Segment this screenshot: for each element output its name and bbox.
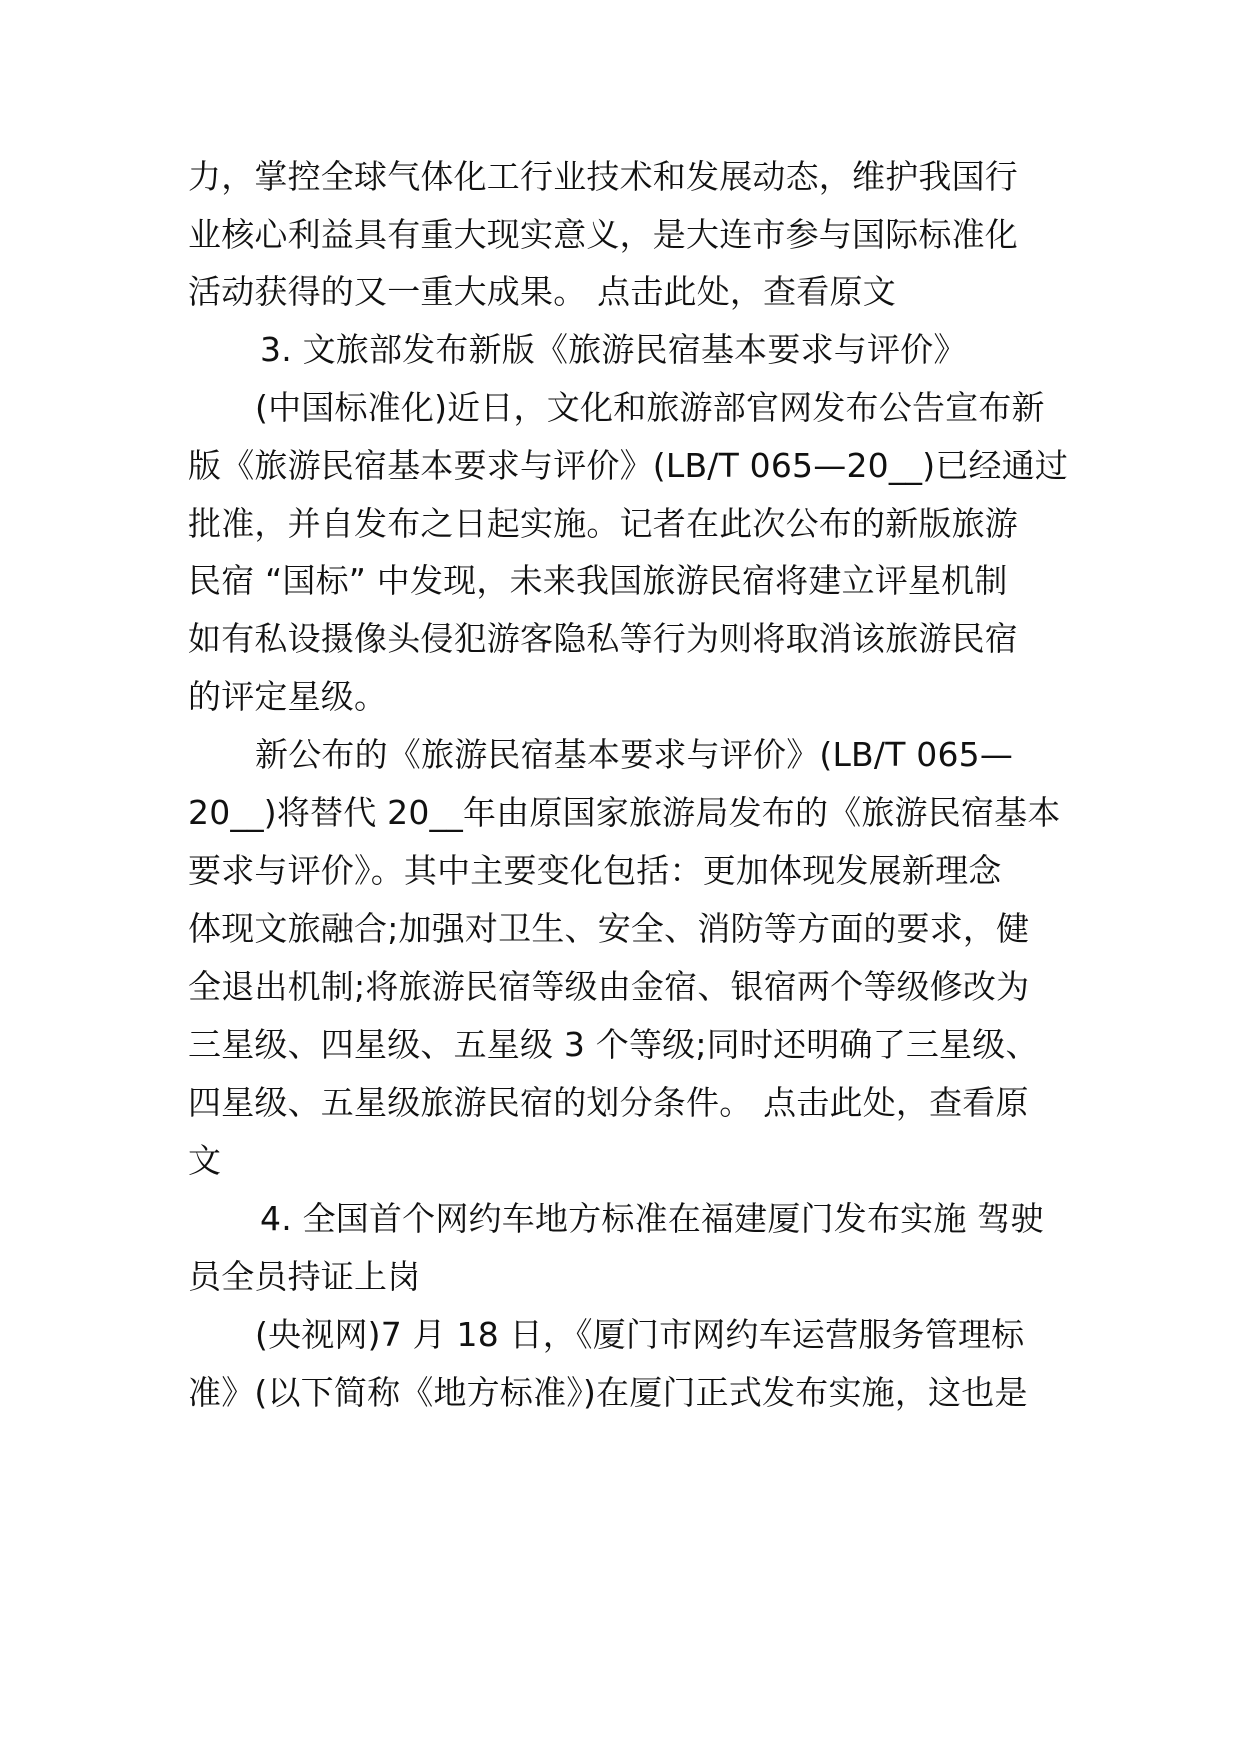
text-line: 体现文旅融合;加强对卫生、安全、消防等方面的要求，健 [188, 909, 1030, 948]
section-heading: 3. 文旅部发布新版《旅游民宿基本要求与评价》 [260, 330, 967, 369]
text-line: 三星级、四星级、五星级 3 个等级;同时还明确了三星级、 [188, 1025, 1039, 1064]
text-line: 民宿 “国标” 中发现，未来我国旅游民宿将建立评星机制 [188, 561, 1008, 600]
section-heading: 4. 全国首个网约车地方标准在福建厦门发布实施 驾驶 [260, 1199, 1044, 1238]
text-line: 版《旅游民宿基本要求与评价》(LB/T 065—20__)已经通过 [188, 446, 1069, 485]
text-line: 文 [188, 1141, 222, 1180]
text-line: 四星级、五星级旅游民宿的划分条件。 点击此处，查看原 [188, 1083, 1029, 1122]
text-line: 业核心利益具有重大现实意义，是大连市参与国际标准化 [188, 215, 1018, 254]
text-line: 20__)将替代 20__年由原国家旅游局发布的《旅游民宿基本 [188, 793, 1061, 832]
text-line: (中国标准化)近日，文化和旅游部官网发布公告宣布新 [255, 388, 1045, 427]
text-line: 要求与评价》。其中主要变化包括：更加体现发展新理念 [188, 851, 1002, 890]
text-line: 准》(以下简称《地方标准》)在厦门正式发布实施，这也是 [188, 1373, 1028, 1412]
text-line: 如有私设摄像头侵犯游客隐私等行为则将取消该旅游民宿 [188, 619, 1018, 658]
text-line: 力，掌控全球气体化工行业技术和发展动态，维护我国行 [188, 157, 1018, 196]
text-line: 新公布的《旅游民宿基本要求与评价》(LB/T 065— [255, 735, 1014, 774]
text-line: 的评定星级。 [188, 677, 388, 716]
text-line: 全退出机制;将旅游民宿等级由金宿、银宿两个等级修改为 [188, 967, 1030, 1006]
text-line: 员全员持证上岗 [188, 1257, 421, 1296]
text-line: 批准，并自发布之日起实施。记者在此次公布的新版旅游 [188, 504, 1018, 543]
text-line: 活动获得的又一重大成果。 点击此处，查看原文 [188, 272, 896, 311]
text-line: (央视网)7 月 18 日，《厦门市网约车运营服务管理标 [255, 1315, 1025, 1354]
